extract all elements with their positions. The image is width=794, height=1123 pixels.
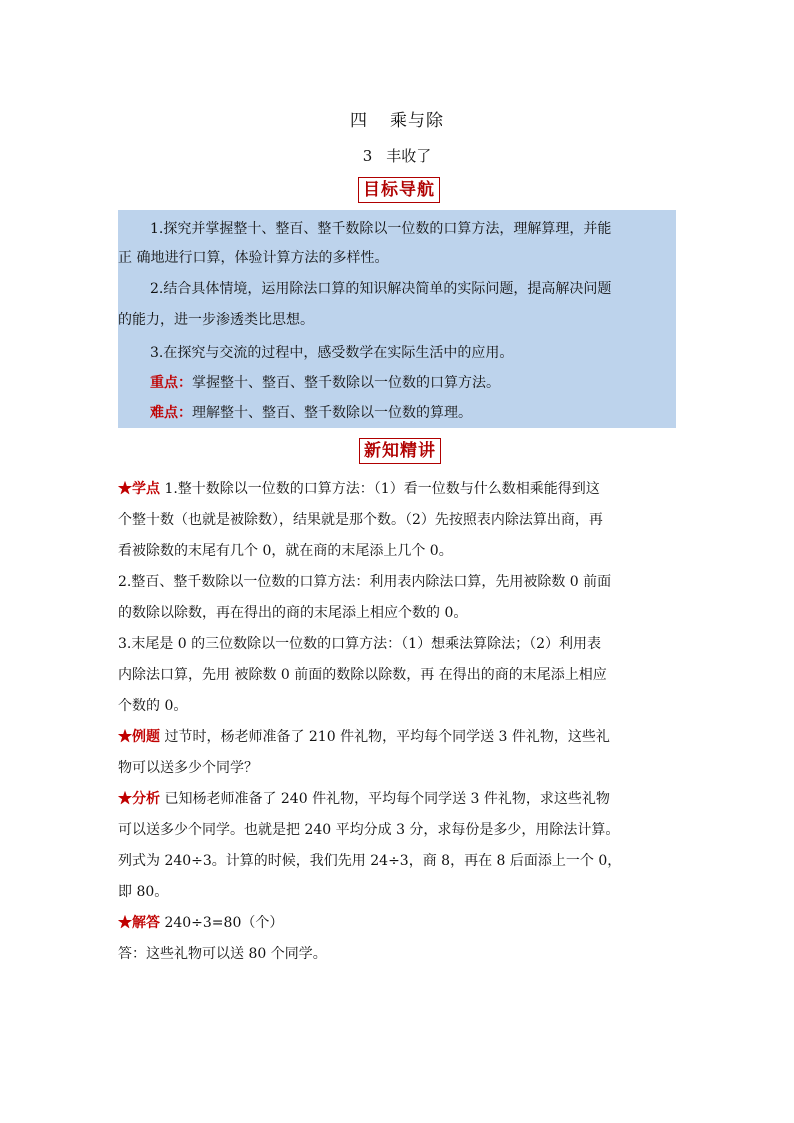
answer-line-2: 答：这些礼物可以送 80 个同学。 [118,946,327,962]
goal-1-line-2: 正 确地进行口算，体验计算方法的多样性。 [118,250,389,266]
analysis-line-1 [118,788,678,808]
analysis-label: ★分析 [118,791,160,807]
lesson-heading [118,145,676,166]
goal-2-line-2: 的能力，进一步渗透类比思想。 [118,312,314,328]
analysis-line-4: 即 80。 [118,884,169,900]
knowledge-section-title: 新知精讲 [359,438,441,464]
point-3-line-3: 个数的 0。 [118,698,188,714]
learn-point-line-1 [118,478,678,498]
lesson-number: 3 [362,147,373,165]
goal-2-line-1: 2.结合具体情境，运用除法口算的知识解决简单的实际问题，提高解决问题 [150,281,612,297]
chapter-number: 四 [350,111,368,131]
example-line-1 [118,726,678,746]
key-point-label: 重点： [150,375,192,391]
difficult-point-label: 难点： [150,405,192,421]
goals-box [118,210,676,428]
point-3-line-1: 3.末尾是 0 的三位数除以一位数的口算方法：（1）想乘法算除法；（2）利用表 [118,636,601,652]
point-3-line-2: 内除法口算，先用 被除数 0 前面的数除以除数，再 在得出的商的末尾添上相应 [118,667,607,683]
learn-point-line-2: 个整十数（也就是被除数），结果就是那个数。（2）先按照表内除法算出商，再 [118,512,603,528]
key-point [118,372,708,392]
difficult-point [118,402,708,422]
goals-section-title: 目标导航 [358,177,440,203]
learn-point-text: 1.整十数除以一位数的口算方法：（1）看一位数与什么数相乘能得到这 [160,481,600,497]
answer-line-1 [118,912,678,932]
example-label: ★例题 [118,729,160,745]
lesson-title: 丰收了 [386,147,432,165]
analysis-line-2: 可以送多少个同学。也就是把 240 平均分成 3 分，求每份是多少，用除法计算。 [118,822,620,838]
learn-point-line-3: 看被除数的末尾有几个 0，就在商的末尾添上几个 0。 [118,543,453,559]
difficult-point-text: 理解整十、整百、整千数除以一位数的算理。 [192,405,472,421]
chapter-title: 乘与除 [390,111,444,131]
answer-formula: 240÷3=80（个） [160,915,284,931]
chapter-heading [118,106,676,131]
answer-label: ★解答 [118,915,160,931]
goal-3: 3.在探究与交流的过程中，感受数学在实际生活中的应用。 [150,345,514,361]
learn-point-label: ★学点 [118,481,160,497]
point-2-line-1: 2.整百、整千数除以一位数的口算方法：利用表内除法口算，先用被除数 0 前面 [118,574,612,590]
point-2-line-2: 的数除以除数，再在得出的商的末尾添上相应个数的 0。 [118,605,468,621]
example-line-2: 物可以送多少个同学？ [118,760,258,776]
analysis-text: 已知杨老师准备了 240 件礼物，平均每个同学送 3 件礼物，求这些礼物 [160,791,610,807]
key-point-text: 掌握整十、整百、整千数除以一位数的口算方法。 [192,375,500,391]
example-text: 过节时，杨老师准备了 210 件礼物，平均每个同学送 3 件礼物，这些礼 [160,729,610,745]
analysis-line-3: 列式为 240÷3。计算的时候，我们先用 24÷3，商 8，再在 8 后面添上一个 0， [118,853,622,869]
goal-1-line-1: 1.探究并掌握整十、整百、整千数除以一位数的口算方法，理解算理，并能 [150,221,612,237]
